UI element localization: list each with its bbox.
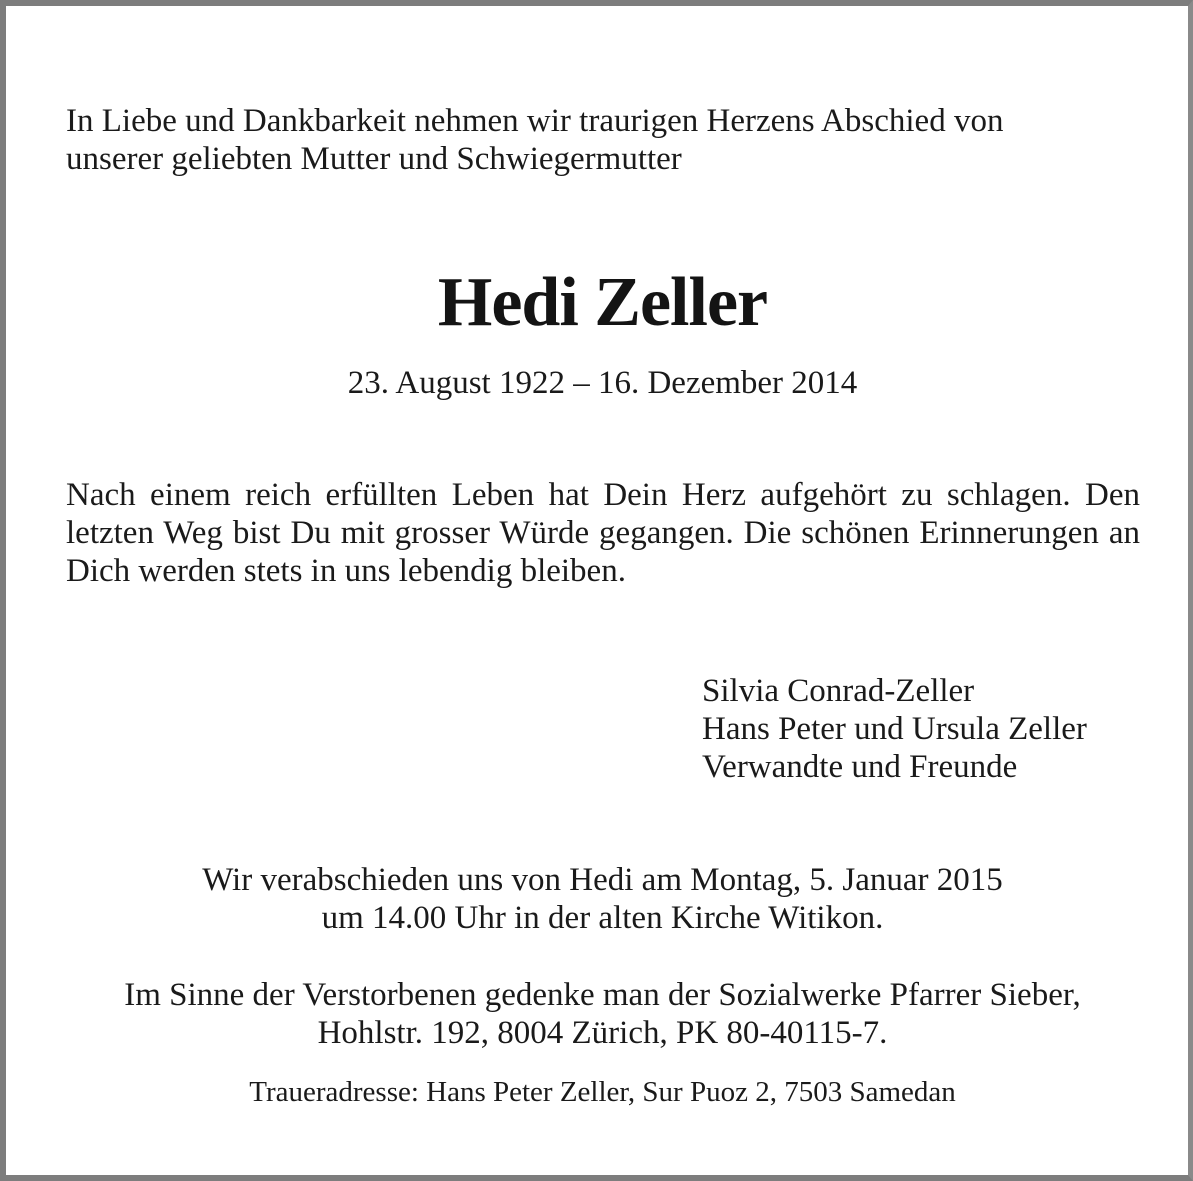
- mourning-address: Traueradresse: Hans Peter Zeller, Sur Puoz 2, 7503 Samedan: [249, 1076, 956, 1108]
- service-line: um 14.00 Uhr in der alten Kirche Witikon.: [321, 900, 884, 936]
- signer: Hans Peter und Ursula Zeller: [702, 711, 1087, 747]
- signer: Silvia Conrad-Zeller: [702, 673, 975, 709]
- intro-text: [66, 102, 1140, 178]
- service-line: Wir verabschieden uns von Hedi am Montag, 5. Januar 2015: [202, 862, 1003, 898]
- donation-line: Im Sinne der Verstorbenen gedenke man der Sozialwerke Pfarrer Sieber,: [124, 977, 1081, 1013]
- intro-line: In Liebe und Dankbarkeit nehmen wir traurigen Herzens Abschied von: [66, 103, 1004, 139]
- deceased-name: Hedi Zeller: [437, 264, 768, 341]
- donation-line: Hohlstr. 192, 8004 Zürich, PK 80-40115-7.: [317, 1015, 888, 1051]
- intro-line: unserer geliebten Mutter und Schwiegermutter: [66, 141, 682, 177]
- life-dates: 23. August 1922 – 16. Dezember 2014: [347, 365, 858, 401]
- donation-info: [6, 976, 1193, 1052]
- service-info: [6, 861, 1193, 937]
- signer: Verwandte und Freunde: [702, 749, 1018, 785]
- memorial-text: Nach einem reich erfüllten Leben hat Dein Herz aufgehört zu schlagen. Den letzten Weg bist Du mit grosser Würde gegangen. Die schönen Erinnerungen an Dich werden stets in uns lebendig bleiben.: [66, 477, 1140, 589]
- signers-list: [702, 672, 1162, 786]
